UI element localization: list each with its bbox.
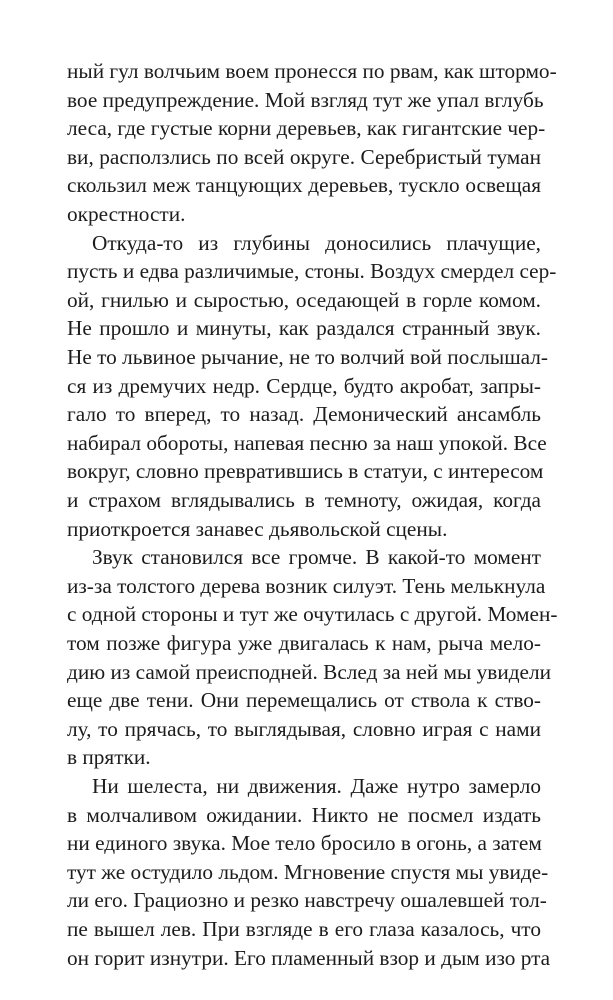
text-line: Не то львиное рычание, не то волчий вой послышал- (67, 345, 548, 369)
text-line: ни единого звука. Мое тело бросило в огонь, а затем (67, 831, 542, 856)
text-line: лу, то прячась, то выглядывая, словно играя с нами (67, 716, 541, 741)
text-line: ой, гнилью и сыростью, оседающей в горле комом. (67, 287, 541, 312)
text-line: скользил меж танцующих деревьев, тускло освещая (67, 173, 541, 198)
text-line: вое предупреждение. Мой взгляд тут же упал вглубь (67, 87, 544, 112)
text-line: ный гул волчьим воем пронесся по рвам, как штормо- (67, 59, 557, 83)
text-line: из-за толстого дерева возник силуэт. Тень мелькнула (67, 573, 546, 598)
text-line: набирал обороты, напевая песню за наш упокой. Все (67, 430, 547, 455)
text-line: гало то вперед, то назад. Демонический ансамбль (67, 402, 541, 427)
text-line: с одной стороны и тут же очутилась с другой. Момен- (67, 602, 558, 627)
text-line: Звук становился все громче. В какой-то момент (92, 545, 541, 570)
text-line: окрестности. (67, 202, 186, 226)
text-line: пусть и едва различимые, стоны. Воздух смердел сер- (67, 259, 557, 284)
text-line: Откуда-то из глубины доносились плачущие, (92, 230, 541, 255)
text-line: ся из дремучих недр. Сердце, будто акробат, запры- (67, 373, 541, 398)
text-line: ви, расползлись по всей округе. Серебристый туман (67, 144, 541, 169)
text-line: тут же остудило льдом. Мгновение спустя мы увиде- (67, 859, 549, 884)
text-line: вокруг, словно превратившись в статуи, с интересом (67, 459, 544, 484)
text-line: дию из самой преисподней. Вслед за ней мы увидели (67, 659, 552, 684)
text-line: Не прошло и минуты, как раздался странный звук. (67, 316, 541, 341)
text-line: ли его. Грациозно и резко навстречу ошалевшей тол- (67, 888, 547, 913)
text-line: в прятки. (67, 745, 151, 770)
text-line: он горит изнутри. Его пламенный взор и дым изо рта (67, 945, 551, 970)
text-line: и страхом вглядывались в темноту, ожидая, когда (67, 488, 541, 512)
text-line: пе вышел лев. При взгляде в его глаза казалось, что (67, 917, 541, 941)
text-line: том позже фигура уже двигалась к нам, рыча мело- (67, 631, 541, 655)
text-line: леса, где густые корни деревьев, как гигантские чер- (67, 116, 546, 141)
text-line: еще две тени. Они перемещались от ствола к ство- (67, 688, 541, 713)
text-line: в молчаливом ожидании. Никто не посмел издать (67, 802, 541, 827)
text-line: приоткроется занавес дьявольской сцены. (67, 516, 448, 541)
text-line: Ни шелеста, ни движения. Даже нутро замерло (92, 774, 541, 798)
